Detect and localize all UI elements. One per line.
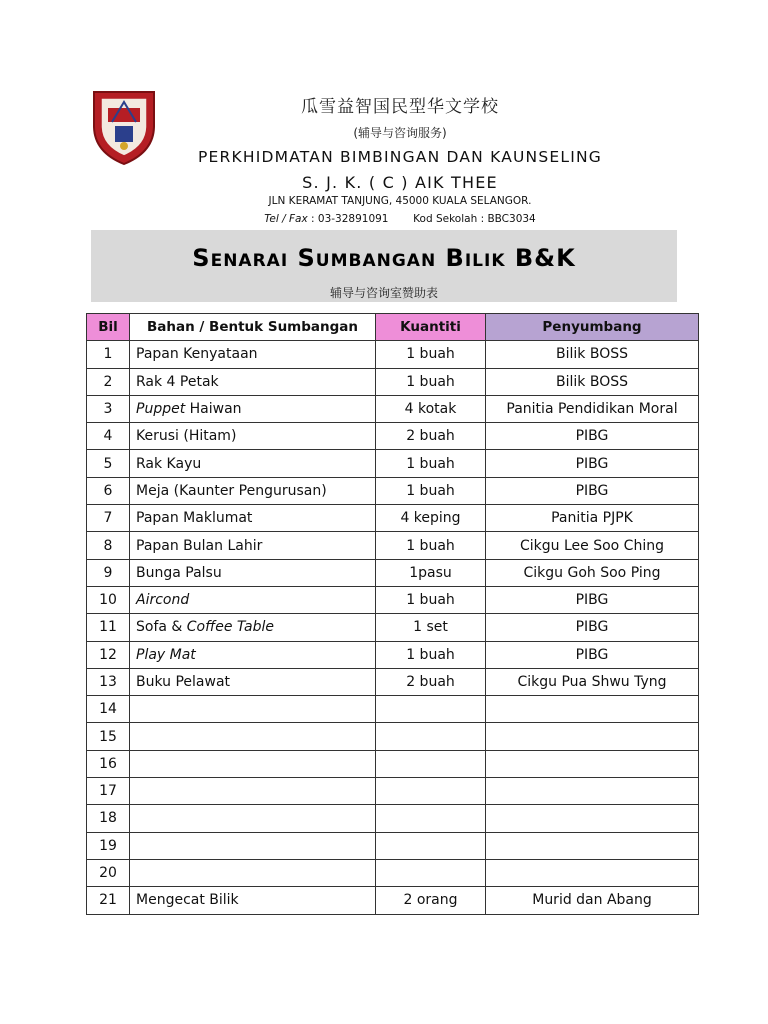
cell-bahan-italic: Play Mat bbox=[136, 646, 196, 663]
cell-kuantiti: 2 buah bbox=[376, 668, 486, 695]
cell-kuantiti bbox=[376, 805, 486, 832]
header-bahan: Bahan / Bentuk Sumbangan bbox=[130, 314, 376, 341]
school-address: JLN KERAMAT TANJUNG, 45000 KUALA SELANGOR. bbox=[268, 195, 532, 207]
cell-bahan bbox=[130, 641, 376, 668]
cell-penyumbang: Murid dan Abang bbox=[486, 887, 699, 914]
cell-kuantiti bbox=[376, 832, 486, 859]
cell-bil: 15 bbox=[87, 723, 130, 750]
cell-kuantiti: 1 buah bbox=[376, 450, 486, 477]
cell-penyumbang: PIBG bbox=[486, 614, 699, 641]
page-subtitle: 辅导与咨询室赞助表 bbox=[329, 286, 438, 300]
cell-kuantiti: 1 buah bbox=[376, 368, 486, 395]
cell-bil: 8 bbox=[87, 532, 130, 559]
cell-kuantiti: 4 kotak bbox=[376, 395, 486, 422]
table-row bbox=[87, 532, 699, 559]
table-row bbox=[87, 696, 699, 723]
cell-bil: 17 bbox=[87, 778, 130, 805]
cell-penyumbang: Panitia PJPK bbox=[486, 505, 699, 532]
table-row bbox=[87, 887, 699, 914]
cell-bahan bbox=[130, 505, 376, 532]
cell-kuantiti: 1 buah bbox=[376, 641, 486, 668]
cell-bahan-text: Kerusi (Hitam) bbox=[136, 428, 237, 445]
cell-bahan bbox=[130, 750, 376, 777]
cell-kuantiti: 1 set bbox=[376, 614, 486, 641]
cell-bahan bbox=[130, 532, 376, 559]
cell-bahan bbox=[130, 778, 376, 805]
cell-bahan-text: Rak Kayu bbox=[136, 455, 202, 472]
cell-penyumbang: Cikgu Goh Soo Ping bbox=[486, 559, 699, 586]
cell-bil: 10 bbox=[87, 586, 130, 613]
school-crest-icon bbox=[88, 86, 160, 166]
cell-kuantiti: 1pasu bbox=[376, 559, 486, 586]
cell-bahan bbox=[130, 723, 376, 750]
cell-penyumbang bbox=[486, 696, 699, 723]
table-row bbox=[87, 778, 699, 805]
cell-kuantiti bbox=[376, 696, 486, 723]
cell-bil: 12 bbox=[87, 641, 130, 668]
cell-bahan-prefix: Sofa & bbox=[136, 619, 187, 636]
table-row bbox=[87, 341, 699, 368]
cell-bil: 19 bbox=[87, 832, 130, 859]
table-row bbox=[87, 368, 699, 395]
cell-bil: 6 bbox=[87, 477, 130, 504]
cell-bil: 4 bbox=[87, 423, 130, 450]
table-row bbox=[87, 859, 699, 886]
cell-bahan-text: Mengecat Bilik bbox=[136, 892, 239, 909]
cell-bahan bbox=[130, 668, 376, 695]
cell-kuantiti: 2 buah bbox=[376, 423, 486, 450]
school-contact bbox=[160, 213, 640, 225]
header-kuantiti: Kuantiti bbox=[376, 314, 486, 341]
cell-penyumbang: Bilik BOSS bbox=[486, 368, 699, 395]
cell-bahan bbox=[130, 477, 376, 504]
cell-bahan bbox=[130, 559, 376, 586]
table-row bbox=[87, 423, 699, 450]
cell-kuantiti: 1 buah bbox=[376, 532, 486, 559]
cell-penyumbang: PIBG bbox=[486, 477, 699, 504]
contact-label: Tel / Fax bbox=[264, 213, 308, 225]
cell-bahan-text: Papan Bulan Lahir bbox=[136, 537, 263, 554]
table-row bbox=[87, 614, 699, 641]
cell-bahan bbox=[130, 832, 376, 859]
cell-bahan-italic: Puppet bbox=[136, 401, 186, 418]
header-penyumbang: Penyumbang bbox=[486, 314, 699, 341]
cell-bahan-italic: Coffee Table bbox=[186, 619, 274, 636]
cell-bil: 1 bbox=[87, 341, 130, 368]
cell-bil: 16 bbox=[87, 750, 130, 777]
cell-bahan-text: Haiwan bbox=[185, 401, 242, 418]
school-name: S. J. K. ( C ) AIK THEE bbox=[302, 173, 498, 192]
cell-bahan-text: Papan Maklumat bbox=[136, 510, 253, 527]
table-row bbox=[87, 832, 699, 859]
table-row bbox=[87, 723, 699, 750]
table-row bbox=[87, 395, 699, 422]
cell-bil: 13 bbox=[87, 668, 130, 695]
cell-bahan bbox=[130, 341, 376, 368]
cell-bil: 7 bbox=[87, 505, 130, 532]
cell-penyumbang: Cikgu Lee Soo Ching bbox=[486, 532, 699, 559]
cell-penyumbang: Cikgu Pua Shwu Tyng bbox=[486, 668, 699, 695]
table-row bbox=[87, 450, 699, 477]
table-header-row bbox=[87, 314, 699, 341]
cell-bil: 5 bbox=[87, 450, 130, 477]
cell-bahan bbox=[130, 614, 376, 641]
cell-penyumbang bbox=[486, 805, 699, 832]
cell-penyumbang: PIBG bbox=[486, 450, 699, 477]
cell-kuantiti: 4 keping bbox=[376, 505, 486, 532]
page-title: Senarai Sumbangan Bilik B&K bbox=[192, 244, 576, 272]
cell-penyumbang bbox=[486, 832, 699, 859]
cell-kuantiti: 1 buah bbox=[376, 477, 486, 504]
cell-bahan bbox=[130, 859, 376, 886]
cell-bahan-text: Meja (Kaunter Pengurusan) bbox=[136, 482, 327, 499]
cell-bil: 20 bbox=[87, 859, 130, 886]
cell-bil: 18 bbox=[87, 805, 130, 832]
cell-bahan bbox=[130, 423, 376, 450]
cell-bahan bbox=[130, 450, 376, 477]
cell-bil: 9 bbox=[87, 559, 130, 586]
cell-bil: 21 bbox=[87, 887, 130, 914]
cell-penyumbang: PIBG bbox=[486, 423, 699, 450]
table-row bbox=[87, 477, 699, 504]
unit-name: PERKHIDMATAN BIMBINGAN DAN KAUNSELING bbox=[198, 148, 602, 166]
school-code-label: Kod Sekolah bbox=[413, 213, 478, 225]
cell-penyumbang: Bilik BOSS bbox=[486, 341, 699, 368]
cell-bahan bbox=[130, 887, 376, 914]
table-row bbox=[87, 668, 699, 695]
cell-penyumbang: PIBG bbox=[486, 641, 699, 668]
cell-kuantiti bbox=[376, 750, 486, 777]
table-row bbox=[87, 586, 699, 613]
cell-bahan-text: Rak 4 Petak bbox=[136, 373, 219, 390]
table-row bbox=[87, 750, 699, 777]
title-banner bbox=[91, 230, 677, 302]
cell-bahan bbox=[130, 395, 376, 422]
cell-bahan bbox=[130, 805, 376, 832]
contact-phone: : 03-32891091 bbox=[311, 213, 389, 225]
cell-penyumbang bbox=[486, 723, 699, 750]
school-chinese-name: 瓜雪益智国民型华文学校 bbox=[301, 97, 499, 117]
cell-bil: 11 bbox=[87, 614, 130, 641]
school-code-value: : BBC3034 bbox=[480, 213, 536, 225]
cell-kuantiti: 1 buah bbox=[376, 586, 486, 613]
cell-penyumbang bbox=[486, 778, 699, 805]
cell-kuantiti bbox=[376, 859, 486, 886]
table-row bbox=[87, 505, 699, 532]
cell-bil: 14 bbox=[87, 696, 130, 723]
cell-penyumbang: PIBG bbox=[486, 586, 699, 613]
cell-bahan-text: Papan Kenyataan bbox=[136, 346, 258, 363]
table-row bbox=[87, 641, 699, 668]
cell-bahan bbox=[130, 368, 376, 395]
cell-bahan bbox=[130, 696, 376, 723]
header-bil: Bil bbox=[87, 314, 130, 341]
table-row bbox=[87, 805, 699, 832]
cell-bahan-text: Bunga Palsu bbox=[136, 564, 222, 581]
service-chinese-name: (辅导与咨询服务) bbox=[353, 126, 447, 140]
cell-bahan-text: Buku Pelawat bbox=[136, 674, 231, 690]
cell-bil: 3 bbox=[87, 395, 130, 422]
contribution-table bbox=[86, 313, 699, 915]
cell-penyumbang bbox=[486, 859, 699, 886]
cell-kuantiti bbox=[376, 723, 486, 750]
cell-penyumbang: Panitia Pendidikan Moral bbox=[486, 395, 699, 422]
cell-bil: 2 bbox=[87, 368, 130, 395]
cell-kuantiti: 2 orang bbox=[376, 887, 486, 914]
cell-bahan bbox=[130, 586, 376, 613]
cell-penyumbang bbox=[486, 750, 699, 777]
cell-bahan-italic: Aircond bbox=[136, 592, 190, 609]
table-row bbox=[87, 559, 699, 586]
cell-kuantiti: 1 buah bbox=[376, 341, 486, 368]
cell-kuantiti bbox=[376, 778, 486, 805]
